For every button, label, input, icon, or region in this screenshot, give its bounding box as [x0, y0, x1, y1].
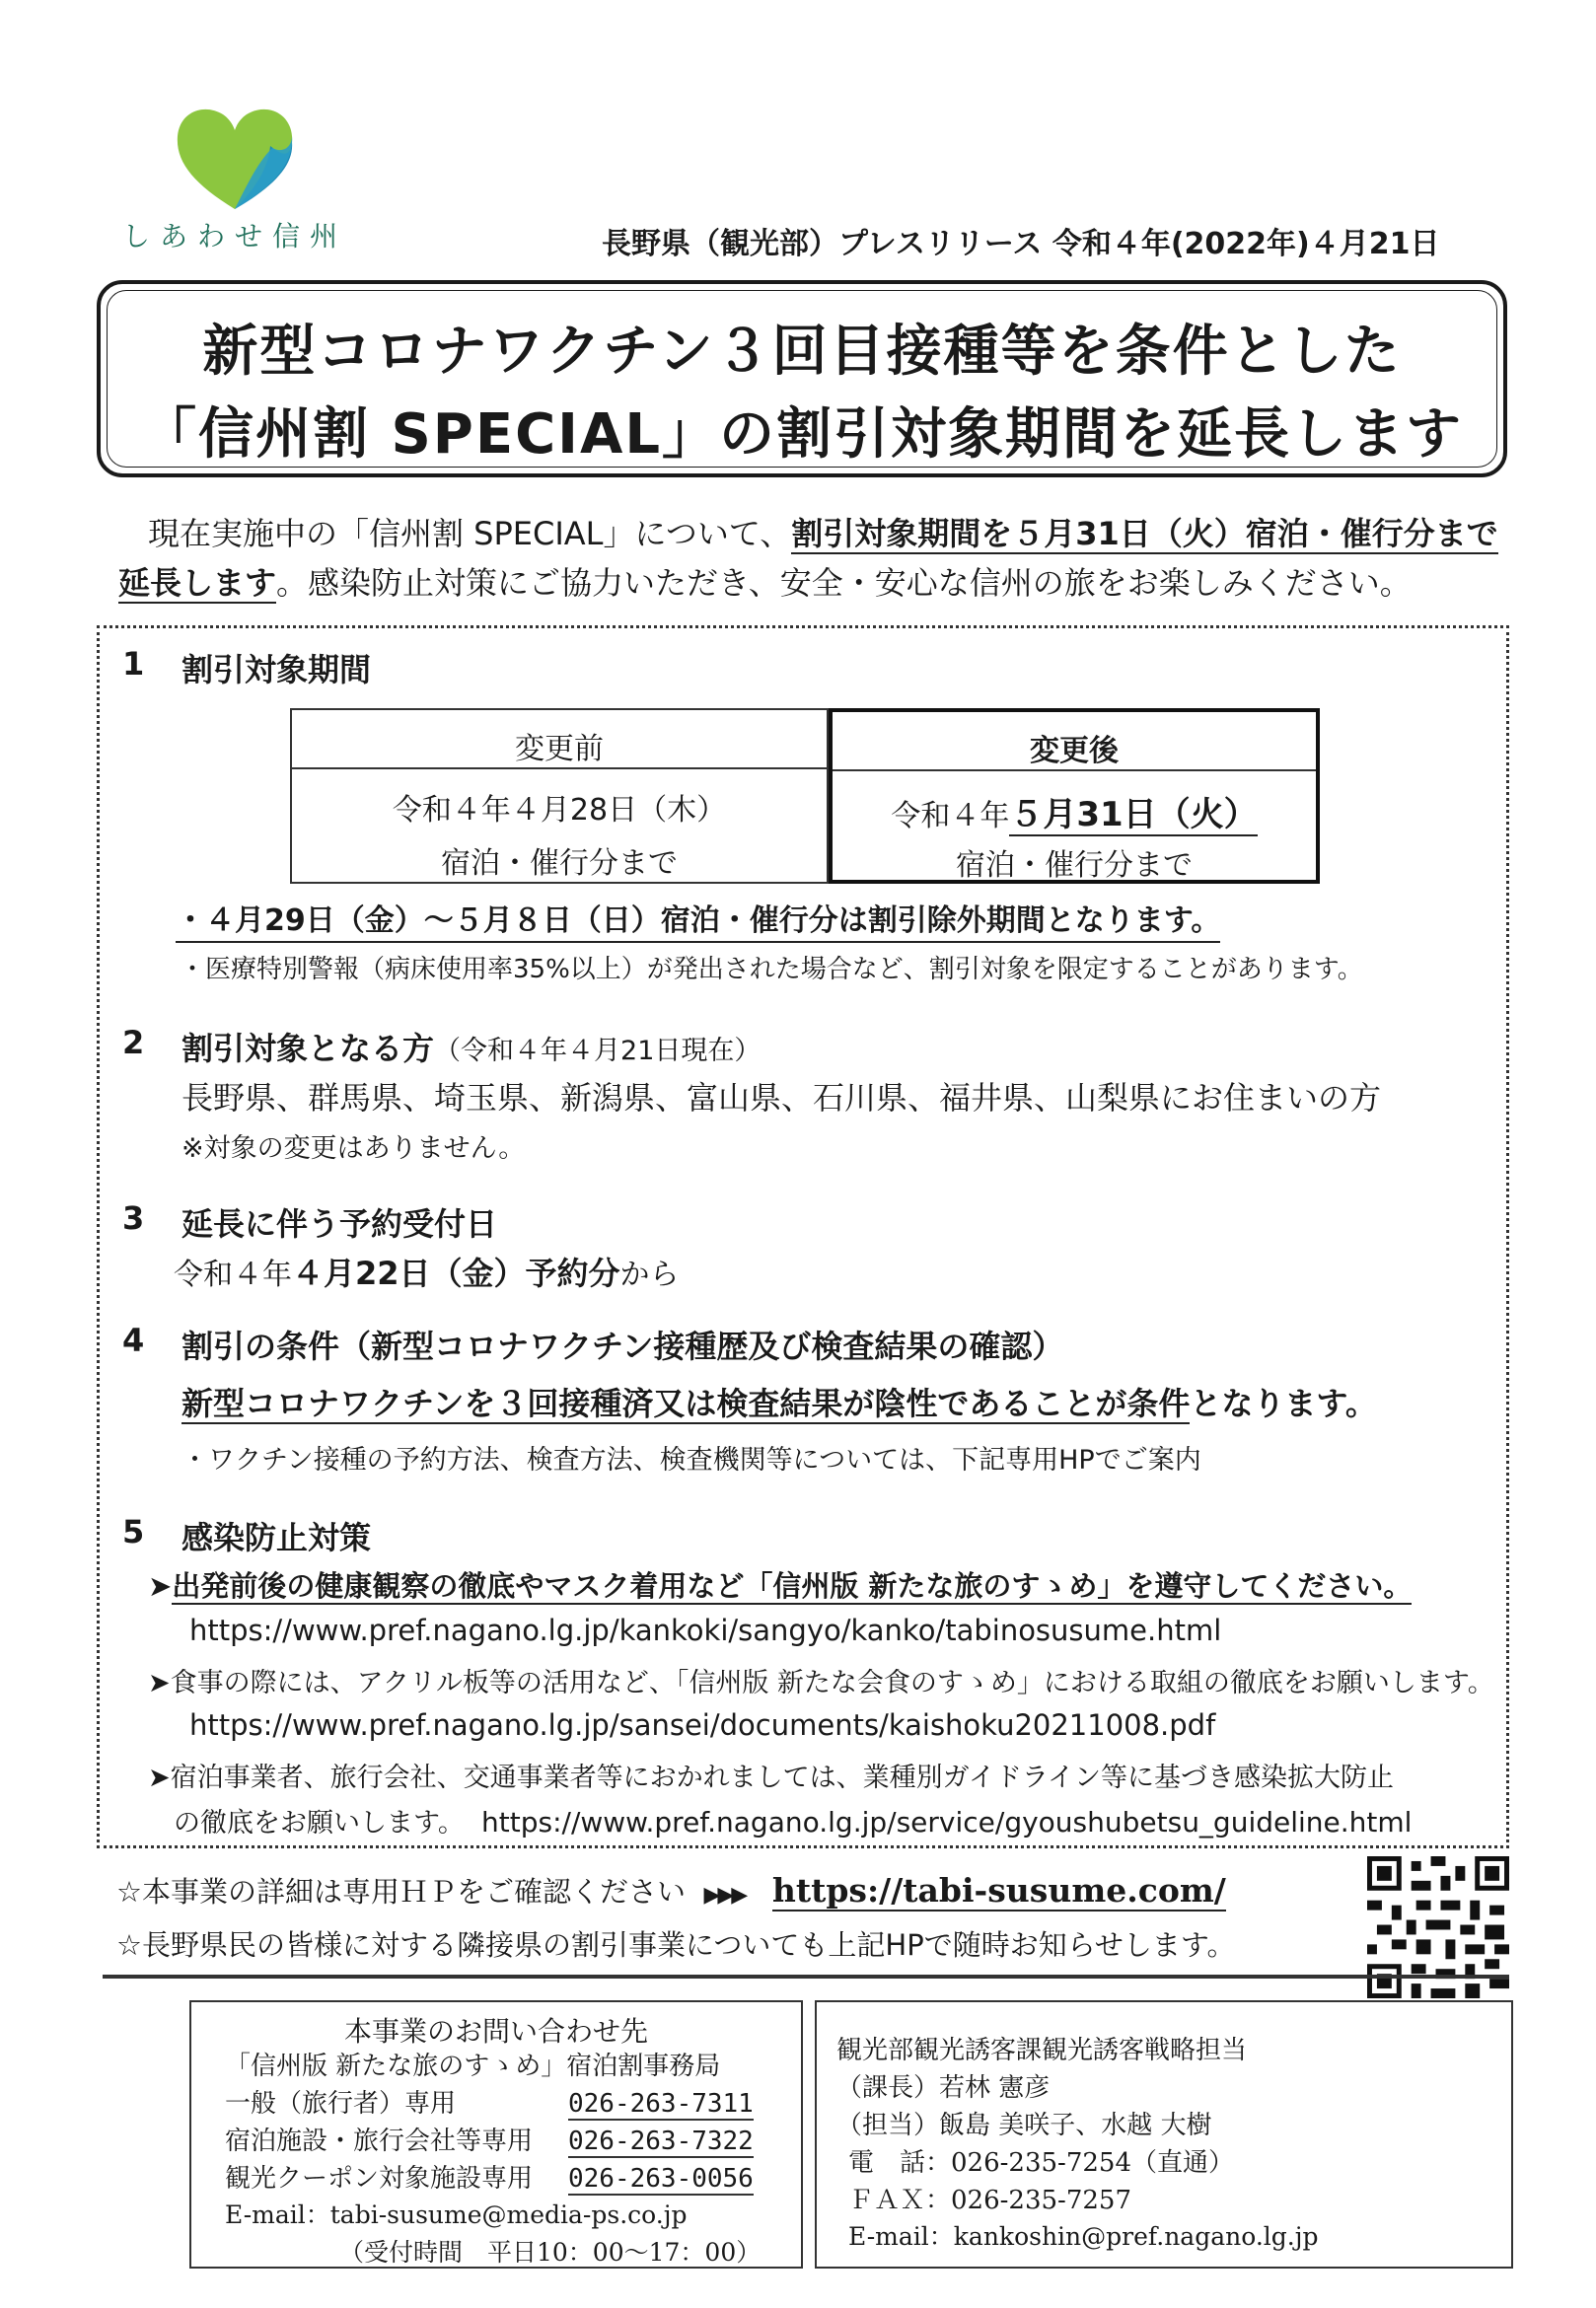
contact-box-tourism-dept	[815, 2000, 1513, 2269]
reservation-start: 令和４年４月22日（金）予約分から	[174, 1255, 680, 1292]
dept-tel: 電 話：026-235-7254（直通）	[848, 2148, 1234, 2178]
title-line-1: 新型コロナワクチン３回目接種等を条件とした	[202, 320, 1402, 384]
contact-heading: 本事業のお問い合わせ先	[343, 2015, 648, 2048]
table-after-date-line: 令和４年５月31日（火）	[891, 795, 1258, 834]
exclusion-note: ・４月29日（金）～５月８日（日）宿泊・催行分は割引除外期間となります。	[176, 896, 1220, 943]
section-3-number: 3	[122, 1199, 145, 1237]
section-4-title: 割引の条件（新型コロナワクチン接種歴及び検査結果の確認）	[181, 1328, 1064, 1365]
medical-alert-note: ・医療特別警報（病床使用率35%以上）が発出された場合など、割引対象を限定することがあります。	[180, 955, 1363, 984]
measure-item-3-cont: の徹底をお願いします。 https://www.pref.nagano.lg.jp/service/gyoushubetsu_guideline.html	[174, 1806, 1413, 1839]
measure-url-1[interactable]: https://www.pref.nagano.lg.jp/kankoki/sangyo/kanko/tabinosusume.html	[189, 1614, 1222, 1647]
dept-name: 観光部観光誘客課観光誘客戦略担当	[836, 2036, 1248, 2065]
website-note: ☆本事業の詳細は専用ＨＰをご確認ください ▶▶▶ https://tabi-susume.com/	[116, 1871, 1226, 1910]
contact-row-3: 観光クーポン対象施設専用 026-263-0056	[225, 2164, 754, 2194]
divider	[103, 1975, 1509, 1979]
arrow-bullet-icon: ➤	[148, 1668, 171, 1698]
measure-item-1: ➤出発前後の健康観察の徹底やマスク着用など「信州版 新たな旅のすゝめ」を遵守してください。	[148, 1569, 1413, 1603]
phone-number: 026-263-7322	[568, 2127, 754, 2156]
eligible-prefectures: 長野県、群馬県、埼玉県、新潟県、富山県、石川県、福井県、山梨県にお住まいの方	[181, 1079, 1382, 1117]
vaccine-info-note: ・ワクチン接種の予約方法、検査方法、検査機関等については、下記専用HPでご案内	[181, 1445, 1201, 1476]
triple-arrow-icon: ▶▶▶	[703, 1883, 746, 1908]
condition-line: 新型コロナワクチンを３回接種済又は検査結果が陰性であることが条件となります。	[181, 1385, 1377, 1422]
eligibility-note: ※対象の変更はありません。	[181, 1133, 526, 1164]
table-after-column	[829, 708, 1320, 884]
measure-url-3[interactable]: https://www.pref.nagano.lg.jp/service/gyoushubetsu_guideline.html	[481, 1806, 1413, 1839]
intro-highlight: 割引対象期間を５月31日（火）宿泊・催行分まで	[791, 515, 1498, 552]
phone-number: 026-263-7311	[568, 2089, 754, 2119]
table-before-note: 宿泊・催行分まで	[441, 846, 678, 881]
press-release-line: 長野県（観光部）プレスリリース 令和４年(2022年)４月21日	[602, 227, 1440, 261]
dept-staff: （担当）飯島 美咲子、水越 大樹	[836, 2111, 1212, 2140]
section-5-title: 感染防止対策	[181, 1519, 372, 1556]
intro-line-1: 現在実施中の「信州割 SPECIAL」について、割引対象期間を５月31日（火）宿泊・催行分まで	[148, 515, 1498, 552]
section-3-title: 延長に伴う予約受付日	[181, 1205, 498, 1243]
neighbor-prefecture-note: ☆長野県民の皆様に対する隣接県の割引事業についても上記HPで随時お知らせします。	[116, 1928, 1236, 1962]
table-after-note: 宿泊・催行分まで	[956, 848, 1193, 883]
measure-item-2: ➤食事の際には、アクリル板等の活用など、「信州版 新たな会食のすゝめ」における取組の徹底をお願いします。	[148, 1668, 1494, 1698]
table-after-header: 変更後	[1030, 734, 1119, 768]
period-table	[290, 708, 1320, 884]
contact-row-1: 一般（旅行者）専用 026-263-7311	[225, 2089, 754, 2119]
measure-item-3: ➤宿泊事業者、旅行会社、交通事業者等におかれましては、業種別ガイドライン等に基づき感染拡大防止	[148, 1763, 1395, 1793]
table-before-column	[290, 708, 829, 884]
title-line-2: 「信州割 SPECIAL」の割引対象期間を延長します	[140, 402, 1464, 467]
section-1-number: 1	[122, 645, 145, 683]
contact-row-2: 宿泊施設・旅行会社等専用 026-263-7322	[225, 2127, 754, 2156]
shiawase-shinshu-logo	[174, 103, 296, 213]
contact-office: 「信州版 新たな旅のすゝめ」宿泊割事務局	[225, 2052, 721, 2081]
intro-line-2: 延長します。感染防止対策にご協力いただき、安全・安心な信州の旅をお楽しみください。	[118, 564, 1412, 602]
table-before-date: 令和４年４月28日（木）	[392, 793, 727, 828]
section-2-title: 割引対象となる方（令和４年４月21日現在）	[181, 1030, 762, 1067]
arrow-bullet-icon: ➤	[148, 1763, 171, 1793]
section-2-number: 2	[122, 1024, 145, 1061]
phone-number: 026-263-0056	[568, 2164, 754, 2194]
section-5-number: 5	[122, 1513, 145, 1551]
section-1-title: 割引対象期間	[181, 651, 372, 688]
title-box	[97, 280, 1507, 477]
table-before-header: 変更前	[515, 732, 604, 766]
section-4-number: 4	[122, 1322, 145, 1359]
contact-hours: （受付時間 平日10：00～17：00）	[339, 2238, 762, 2267]
table-after-date: ５月31日（火）	[1009, 795, 1258, 834]
logo-text: しあわせ信州	[122, 220, 348, 252]
arrow-bullet-icon: ➤	[148, 1569, 173, 1603]
measure-url-2[interactable]: https://www.pref.nagano.lg.jp/sansei/documents/kaishoku20211008.pdf	[189, 1708, 1216, 1742]
dept-email[interactable]: E-mail：kankoshin@pref.nagano.lg.jp	[848, 2222, 1319, 2251]
dept-fax: ＦＡＸ：026-235-7257	[848, 2186, 1131, 2215]
contact-email[interactable]: E-mail：tabi-susume@media-ps.co.jp	[225, 2200, 688, 2229]
contact-box-secretariat	[189, 2000, 803, 2269]
website-link[interactable]: https://tabi-susume.com/	[771, 1871, 1226, 1910]
dept-chief: （課長）若林 憲彦	[836, 2073, 1051, 2103]
